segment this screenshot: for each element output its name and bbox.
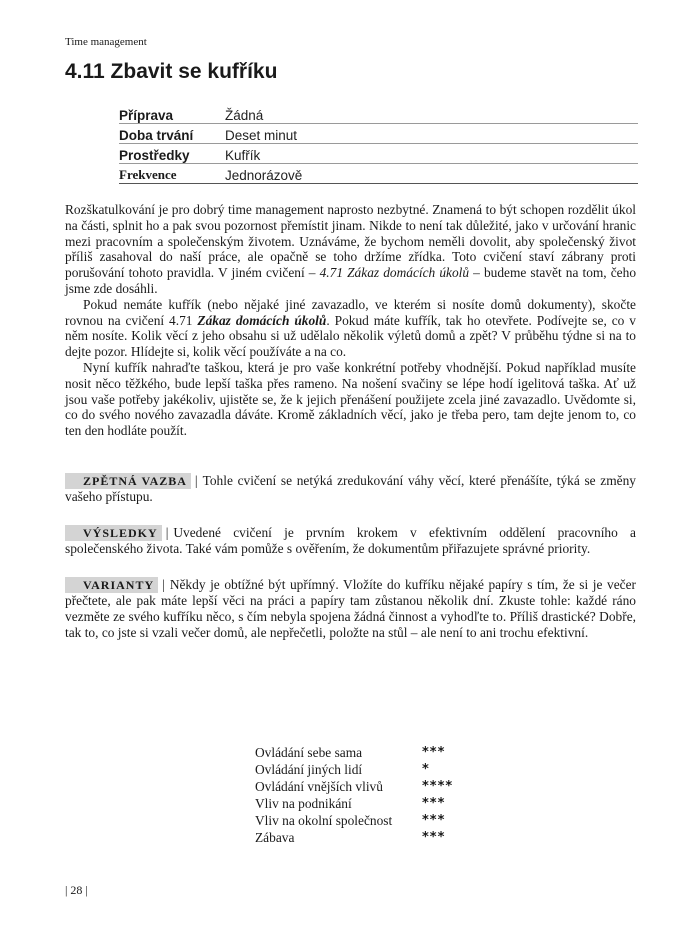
meta-value: Jednorázově bbox=[225, 164, 638, 184]
section-separator: | bbox=[165, 525, 169, 540]
paragraph-text: . Pokud máte kufřík, tak ho otevřete. Podívejte se, co v něm nosíte. Kolik věcí z jeho obsahu si už udělalo několik výletů domů a zpět? V průběhu týdne si na to dejte pozor. Hlídejte si, kolik věcí používáte a na co. bbox=[65, 312, 637, 360]
rating-stars: *** bbox=[422, 745, 446, 760]
meta-row-frequency bbox=[119, 164, 638, 184]
variants-text: Někdy je obtížné být upřímný. Vložíte do kufříku nějaké papíry s tím, že si je večer přečtete, ale pak máte lepší věci na práci a papíry tam zůstanou několik dní. Zkuste tohle: každé ráno vezměte ze svého kufříku něco, s čím nebyla spojena žádná činnost a vyhodľte to. Příliš drastické? Dobře, tak to, co jste si vzali večer domů, ale nepřečetli, položte na stůl – ale není to ani trochu efektivní. bbox=[65, 577, 636, 640]
variants-section bbox=[65, 577, 636, 640]
rating-label: Ovládání jiných lidí bbox=[255, 761, 363, 777]
cross-reference: 4.71 Zákaz domácích úkolů bbox=[319, 265, 470, 281]
meta-value: Deset minut bbox=[225, 124, 638, 144]
paragraph-intro bbox=[65, 202, 636, 297]
rating-stars: *** bbox=[422, 830, 446, 845]
results-section bbox=[65, 525, 636, 557]
meta-key: Prostředky bbox=[119, 144, 225, 164]
rating-label: Zábava bbox=[255, 829, 295, 845]
paragraph-replacement: Nyní kufřík nahraďte taškou, která je pro vaše konkrétní potřeby vhodnější. Pokud například musíte nosit něco těžkého, bude lepší taška přes rameno. Na nošení svačiny se lépe hodí igelitová taška. Ať už jsou vaše potřeby jakékoliv, ujistěte se, že k jejich přenášení použijete zcela jiné zavazadlo. Uvědomte si, co do svého nového zavazadla dáváte. Kromě základních věcí, jako je třeba pero, tam dejte jenom to, co ten den hodláte použít. bbox=[65, 359, 636, 439]
rating-stars: * bbox=[422, 762, 430, 777]
rating-row bbox=[255, 744, 453, 761]
page-title: 4.11 Zbavit se kufříku bbox=[65, 60, 278, 83]
rating-label: Ovládání vnějších vlivů bbox=[255, 778, 383, 794]
cross-reference: Zákaz domácích úkolů bbox=[197, 312, 327, 328]
results-text: Uvedené cvičení je prvním krokem v efektivním oddělení pracovního a společenského života. Také vám pomůže s ověřením, že dokumentům přiřazujete správné priority. bbox=[65, 525, 636, 556]
meta-key: Příprava bbox=[119, 104, 225, 124]
exercise-meta-table bbox=[119, 104, 638, 184]
paragraph-text: Rozškatulkování je pro dobrý time management naprosto nezbytné. Znamená to být schopen rozdělit úkol na části, splnit ho a pak svou pozornost přemístit jinam. Nikde to není tak důležité, jako v určování hranic mezi pracovním a společenským životem. Uznáváme, že bychom neměli dovolit, aby společenský život příliš zasahoval do naší práce, ale opačně se toho držíme zřídka. Toto cvičení staví zábrany proti porušování tohoto pravidla. V jiném cvičení – bbox=[65, 202, 636, 281]
meta-row-preparation bbox=[119, 104, 638, 124]
rating-stars: **** bbox=[422, 779, 454, 794]
feedback-text: Tohle cvičení se netýká zredukování váhy věcí, které přenášíte, týká se změny vašeho přístupu. bbox=[65, 473, 636, 504]
rating-row bbox=[255, 795, 453, 812]
meta-value: Kufřík bbox=[225, 144, 638, 164]
body-text bbox=[65, 202, 636, 439]
results-label: VÝSLEDKY bbox=[65, 525, 162, 541]
rating-row bbox=[255, 778, 453, 795]
rating-label: Vliv na podnikání bbox=[255, 795, 352, 811]
meta-row-duration bbox=[119, 124, 638, 144]
section-separator: | bbox=[194, 473, 198, 488]
rating-stars: *** bbox=[422, 796, 446, 811]
rating-row bbox=[255, 829, 453, 846]
variants-label: VARIANTY bbox=[65, 577, 158, 593]
page-number: | 28 | bbox=[65, 883, 88, 897]
rating-row bbox=[255, 761, 453, 778]
feedback-section bbox=[65, 473, 636, 505]
rating-stars: *** bbox=[422, 813, 446, 828]
paragraph-text: Pokud nemáte kufřík (nebo nějaké jiné zavazadlo, ve kterém si nosíte domů dokumenty), skočte rovnou na cvičení 4.71 bbox=[65, 296, 636, 328]
rating-label: Ovládání sebe sama bbox=[255, 744, 363, 760]
paragraph-text: – budeme stavět na tom, čeho jsme zde dosáhli. bbox=[65, 265, 637, 296]
meta-key: Doba trvání bbox=[119, 124, 225, 144]
section-separator: | bbox=[162, 577, 165, 592]
paragraph-instructions bbox=[65, 297, 636, 360]
feedback-label: ZPĚTNÁ VAZBA bbox=[65, 473, 191, 489]
rating-row bbox=[255, 812, 453, 829]
rating-label: Vliv na okolní společnost bbox=[255, 812, 393, 828]
meta-row-resources bbox=[119, 144, 638, 164]
rating-table bbox=[255, 744, 453, 846]
meta-value: Žádná bbox=[225, 104, 638, 124]
running-head: Time management bbox=[65, 36, 147, 48]
meta-key: Frekvence bbox=[119, 164, 225, 184]
